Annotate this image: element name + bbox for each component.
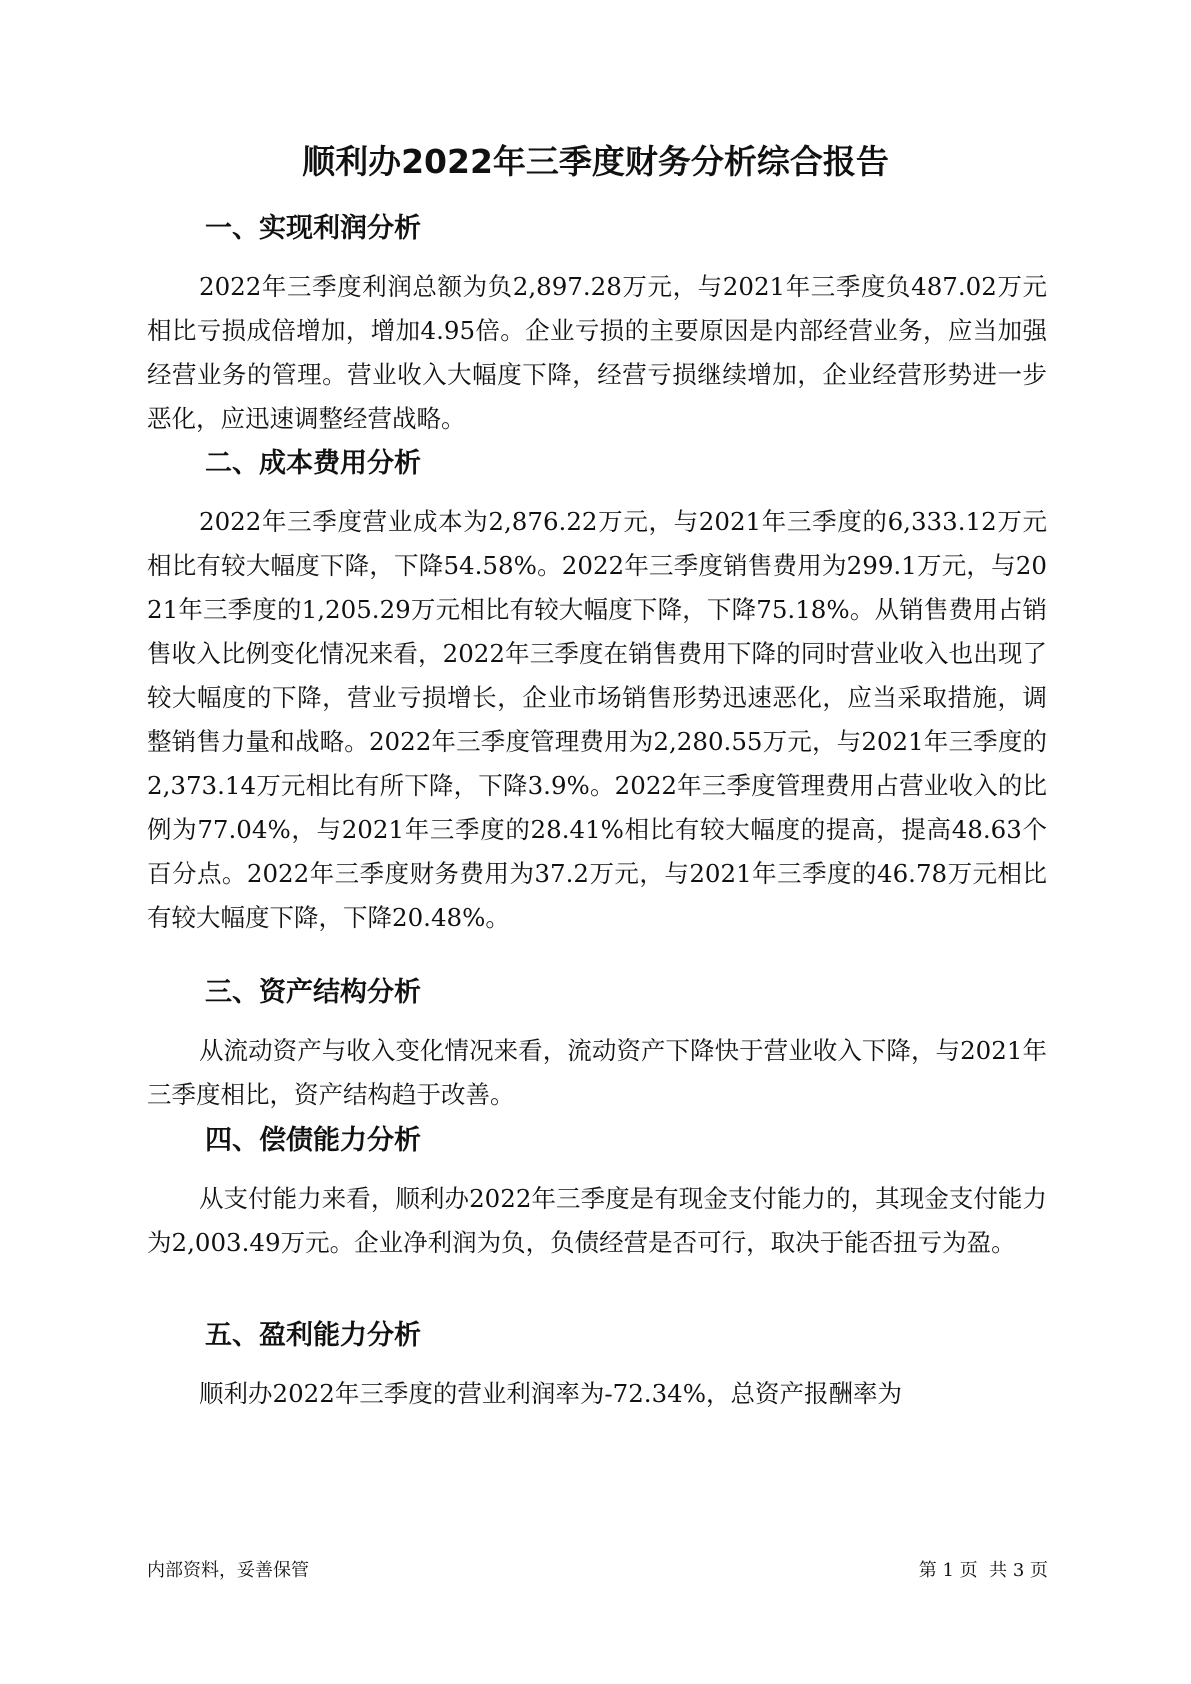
footer-page-indicator: 第 1 页 共 3 页 [918, 1560, 1048, 1581]
section-heading-asset-structure: 三、资产结构分析 [205, 977, 421, 1008]
section-heading-profit: 一、实现利润分析 [205, 213, 421, 244]
section-paragraph-solvency: 从支付能力来看，顺利办2022年三季度是有现金支付能力的，其现金支付能力为2,003.49万元。企业净利润为负，负债经营是否可行，取决于能否扭亏为盈。 [147, 1184, 1047, 1257]
section-heading-cost: 二、成本费用分析 [205, 448, 421, 479]
section-paragraph-cost: 2022年三季度营业成本为2,876.22万元，与2021年三季度的6,333.12万元相比有较大幅度下降，下降54.58%。2022年三季度销售费用为299.1万元，与2021年三季度的1,205.29万元相比有较大幅度下降，下降75.18%。从销售费用占销售收入比例变化情况来看，2022年三季度在销售费用下降的同时营业收入也出现了较大幅度的下降，营业亏损增长，企业市场销售形势迅速恶化，应当采取措施，调整销售力量和战略。2022年三季度管理费用为2,280.55万元，与2021年三季度的2,373.14万元相比有所下降，下降3.9%。2022年三季度管理费用占营业收入的比例为77.04%，与2021年三季度的28.41%相比有较大幅度的提高，提高48.63个百分点。2022年三季度财务费用为37.2万元，与2021年三季度的46.78万元相比有较大幅度下降，下降20.48%。 [147, 507, 1047, 932]
section-paragraph-profitability: 顺利办2022年三季度的营业利润率为-72.34%，总资产报酬率为 [199, 1379, 903, 1408]
section-paragraph-profit: 2022年三季度利润总额为负2,897.28万元，与2021年三季度负487.02万元相比亏损成倍增加，增加4.95倍。企业亏损的主要原因是内部经营业务，应当加强经营业务的管理。营业收入大幅度下降，经营亏损继续增加，企业经营形势进一步恶化，应迅速调整经营战略。 [147, 272, 1047, 433]
document-title: 顺利办2022年三季度财务分析综合报告 [302, 142, 889, 181]
section-paragraph-asset-structure: 从流动资产与收入变化情况来看，流动资产下降快于营业收入下降，与2021年三季度相比，资产结构趋于改善。 [147, 1036, 1047, 1109]
section-heading-profitability: 五、盈利能力分析 [205, 1320, 421, 1351]
section-heading-solvency: 四、偿债能力分析 [205, 1125, 421, 1156]
footer-confidential-note: 内部资料，妥善保管 [147, 1560, 309, 1581]
